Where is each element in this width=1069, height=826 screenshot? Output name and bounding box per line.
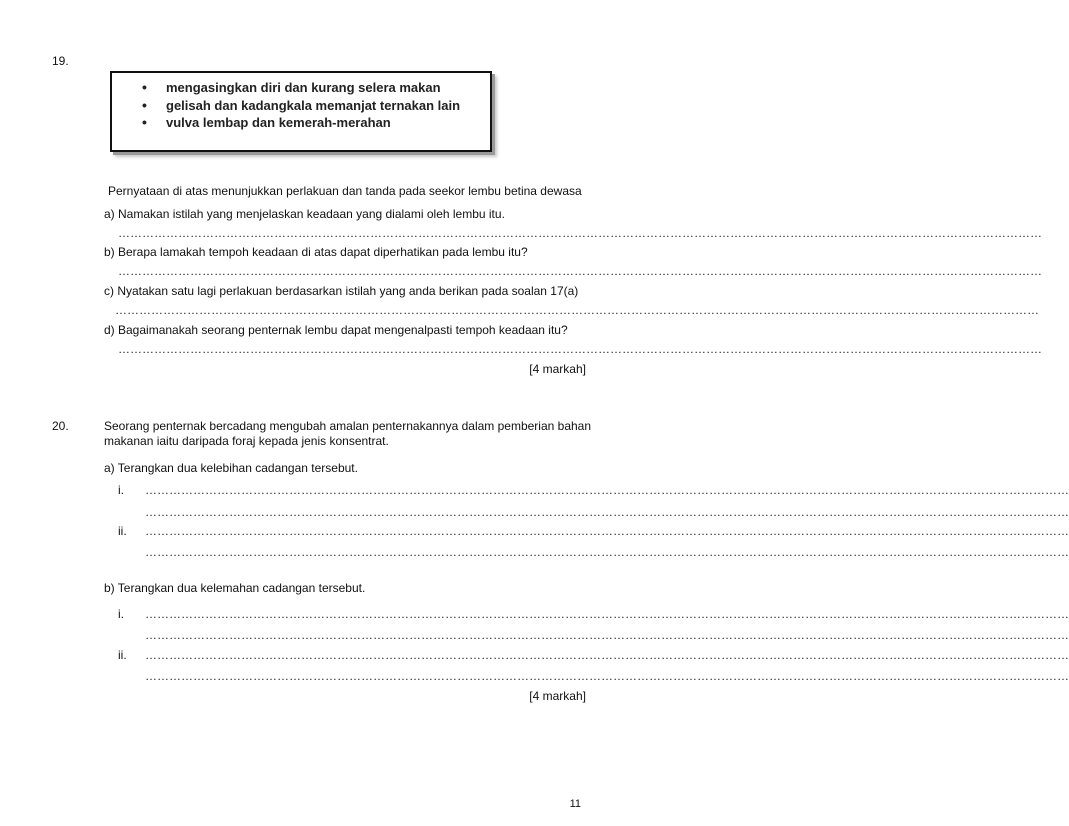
answer-line[interactable]: …………………………………………………………………………………………………………………………………………………………………………………………………………… bbox=[145, 628, 1069, 642]
roman-numeral-ii: ii. bbox=[118, 648, 127, 662]
answer-line[interactable]: …………………………………………………………………………………………………………………………………………………………………………………………………………… bbox=[115, 303, 1039, 317]
answer-line[interactable]: …………………………………………………………………………………………………………………………………………………………………………………………………………… bbox=[145, 669, 1069, 683]
q20-marks: [4 markah] bbox=[529, 689, 586, 703]
roman-numeral-i: i. bbox=[118, 483, 124, 497]
q20-stem-line2: makanan iaitu daripada foraj kepada jenis konsentrat. bbox=[104, 434, 389, 448]
behaviour-item: • mengasingkan diri dan kurang selera makan bbox=[142, 79, 460, 97]
answer-line[interactable]: …………………………………………………………………………………………………………………………………………………………………………………………………………… bbox=[145, 607, 1069, 621]
roman-numeral-i: i. bbox=[118, 607, 124, 621]
answer-line[interactable]: …………………………………………………………………………………………………………………………………………………………………………………………………………… bbox=[145, 648, 1069, 662]
answer-line[interactable]: …………………………………………………………………………………………………………………………………………………………………………………………………………… bbox=[145, 505, 1069, 519]
answer-line[interactable]: …………………………………………………………………………………………………………………………………………………………………………………………………………… bbox=[145, 545, 1069, 559]
question-19-number: 19. bbox=[52, 54, 69, 68]
answer-line[interactable]: …………………………………………………………………………………………………………………………………………………………………………………………………………… bbox=[145, 524, 1069, 538]
behaviour-list bbox=[142, 79, 460, 132]
q19-part-b: b) Berapa lamakah tempoh keadaan di atas dapat diperhatikan pada lembu itu? bbox=[104, 245, 528, 259]
q20-part-a: a) Terangkan dua kelebihan cadangan tersebut. bbox=[104, 461, 358, 475]
q19-part-d: d) Bagaimanakah seorang penternak lembu dapat mengenalpasti tempoh keadaan itu? bbox=[104, 323, 568, 337]
q19-statement: Pernyataan di atas menunjukkan perlakuan dan tanda pada seekor lembu betina dewasa bbox=[108, 184, 582, 198]
q19-part-a: a) Namakan istilah yang menjelaskan keadaan yang dialami oleh lembu itu. bbox=[104, 207, 505, 221]
q19-marks: [4 markah] bbox=[529, 362, 586, 376]
answer-line[interactable]: …………………………………………………………………………………………………………………………………………………………………………………………………………… bbox=[118, 342, 1042, 356]
behaviour-item: • vulva lembap dan kemerah-merahan bbox=[142, 114, 460, 132]
behaviour-item: • gelisah dan kadangkala memanjat ternakan lain bbox=[142, 97, 460, 115]
roman-numeral-ii: ii. bbox=[118, 524, 127, 538]
answer-line[interactable]: …………………………………………………………………………………………………………………………………………………………………………………………………………… bbox=[145, 483, 1069, 497]
page-number: 11 bbox=[569, 798, 581, 810]
q20-stem-line1: Seorang penternak bercadang mengubah amalan penternakannya dalam pemberian bahan bbox=[104, 419, 592, 433]
q19-part-c: c) Nyatakan satu lagi perlakuan berdasarkan istilah yang anda berikan pada soalan 17(a) bbox=[104, 284, 579, 298]
answer-line[interactable]: …………………………………………………………………………………………………………………………………………………………………………………………………………… bbox=[118, 226, 1042, 240]
behaviour-box bbox=[110, 71, 492, 152]
question-20-number: 20. bbox=[52, 419, 69, 433]
answer-line[interactable]: …………………………………………………………………………………………………………………………………………………………………………………………………………… bbox=[118, 264, 1042, 278]
q20-part-b: b) Terangkan dua kelemahan cadangan tersebut. bbox=[104, 581, 366, 595]
